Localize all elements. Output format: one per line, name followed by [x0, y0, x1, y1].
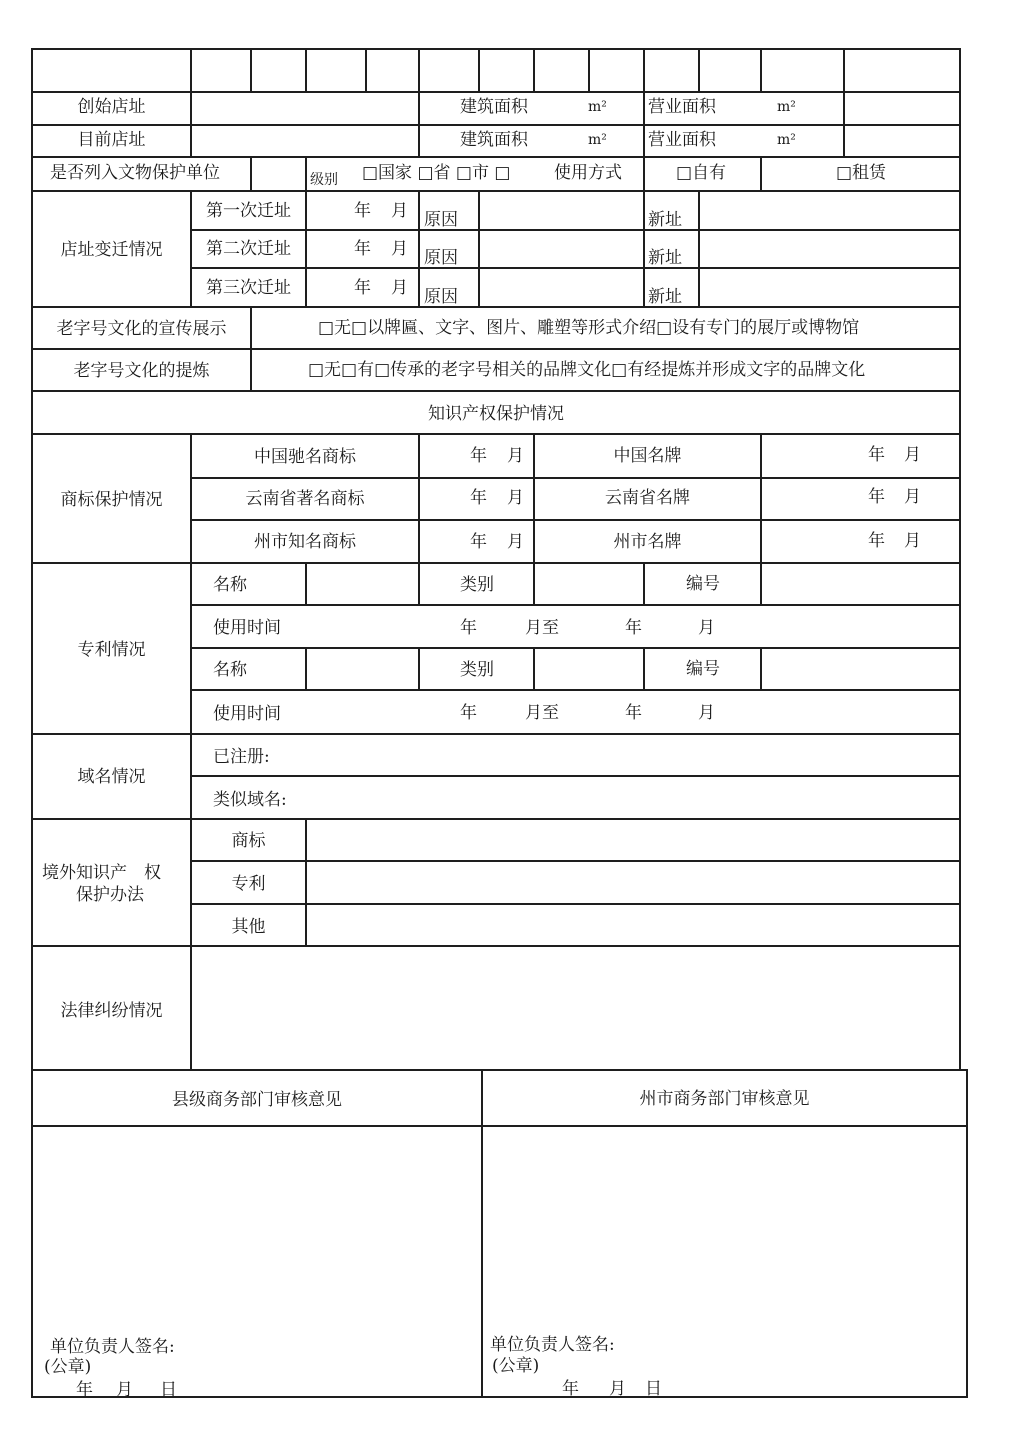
relocation-month: 月	[391, 239, 408, 259]
relocation-new-address-label: 新址	[648, 248, 682, 268]
relocation-reason-label: 原因	[424, 248, 458, 268]
patent-usage-year: 年	[460, 703, 477, 723]
patent-name-label: 名称	[213, 660, 247, 680]
trademark-left-month: 月	[507, 446, 524, 466]
county-sign-label: 单位负责人签名:	[50, 1337, 175, 1357]
patent-usage-time-label: 使用时间	[213, 704, 281, 724]
trademark-left-month: 月	[507, 488, 524, 508]
patent-number-label: 编号	[686, 574, 720, 594]
patent-usage-month-to: 月至	[525, 703, 559, 723]
overseas-ip-label-line1: 境外知识产 权	[42, 863, 161, 883]
patent-number-label: 编号	[686, 659, 720, 679]
trademark-label: 商标保护情况	[60, 490, 163, 510]
original-building-area-unit: m²	[588, 99, 607, 115]
prefecture-review-title: 州市商务部门审核意见	[639, 1089, 810, 1109]
patent-usage-month-to: 月至	[525, 618, 559, 638]
patent-label: 专利情况	[77, 640, 146, 660]
original-building-area-label: 建筑面积	[460, 97, 528, 117]
relocation-month: 月	[391, 201, 408, 221]
patent-category-label: 类别	[460, 575, 494, 595]
trademark-right-month: 月	[904, 531, 921, 551]
heritage-level-options[interactable]: □国家 □省 □市 □	[362, 163, 511, 183]
own-option-checkbox[interactable]: □自有	[676, 163, 727, 183]
patent-usage-end-year: 年	[625, 703, 642, 723]
trademark-left-year: 年	[470, 488, 487, 508]
current-business-area-unit: m²	[777, 132, 796, 148]
relocation-move-label: 第一次迁址	[206, 201, 291, 221]
prefecture-date-month: 月	[609, 1379, 626, 1399]
county-date-year: 年	[76, 1380, 93, 1400]
relocation-year: 年	[354, 278, 371, 298]
culture-extraction-options[interactable]: □无□有□传承的老字号相关的品牌文化□有经提炼并形成文字的品牌文化	[308, 360, 866, 380]
culture-promotion-options[interactable]: □无□以牌匾、文字、图片、雕塑等形式介绍□设有专门的展厅或博物馆	[318, 318, 860, 338]
trademark-left-month: 月	[507, 532, 524, 552]
trademark-left-year: 年	[470, 446, 487, 466]
usage-method-label: 使用方式	[554, 163, 622, 183]
current-building-area-label: 建筑面积	[460, 130, 528, 150]
rent-option-checkbox[interactable]: □租赁	[836, 163, 887, 183]
relocation-new-address-label: 新址	[648, 287, 682, 307]
county-seal-label: (公章)	[44, 1357, 92, 1377]
county-date-day: 日	[160, 1380, 177, 1400]
relocation-move-label: 第三次迁址	[206, 278, 291, 298]
county-review-title: 县级商务部门审核意见	[172, 1090, 342, 1110]
overseas-patent-label: 专利	[231, 874, 266, 894]
trademark-left-label: 中国驰名商标	[254, 447, 356, 467]
trademark-left-year: 年	[470, 532, 487, 552]
overseas-other-label: 其他	[231, 917, 266, 937]
patent-usage-time-label: 使用时间	[213, 618, 281, 638]
trademark-right-month: 月	[904, 445, 921, 465]
legal-dispute-label: 法律纠纷情况	[60, 1001, 163, 1021]
patent-name-label: 名称	[213, 575, 247, 595]
patent-usage-end-year: 年	[625, 618, 642, 638]
patent-usage-year: 年	[460, 618, 477, 638]
relocation-month: 月	[391, 278, 408, 298]
trademark-right-month: 月	[904, 487, 921, 507]
patent-category-label: 类别	[460, 660, 494, 680]
current-address-label: 目前店址	[77, 130, 146, 150]
domain-similar-label: 类似域名:	[213, 790, 287, 810]
culture-promotion-label: 老字号文化的宣传展示	[56, 319, 227, 339]
relocation-label: 店址变迁情况	[60, 240, 163, 260]
patent-usage-end-month: 月	[698, 703, 715, 723]
prefecture-date-year: 年	[562, 1379, 579, 1399]
overseas-trademark-label: 商标	[231, 831, 266, 851]
trademark-right-year: 年	[868, 531, 885, 551]
relocation-move-label: 第二次迁址	[206, 239, 291, 259]
trademark-right-year: 年	[868, 487, 885, 507]
domain-registered-label: 已注册:	[213, 747, 270, 767]
domain-label: 域名情况	[77, 767, 146, 787]
prefecture-seal-label: (公章)	[492, 1356, 540, 1376]
prefecture-sign-label: 单位负责人签名:	[490, 1335, 615, 1355]
relocation-new-address-label: 新址	[648, 210, 682, 230]
relocation-year: 年	[354, 239, 371, 259]
trademark-right-year: 年	[868, 445, 885, 465]
trademark-right-label: 中国名牌	[613, 446, 682, 466]
original-business-area-unit: m²	[777, 99, 796, 115]
trademark-right-label: 云南省名牌	[605, 488, 690, 508]
current-business-area-label: 营业面积	[648, 130, 716, 150]
prefecture-date-day: 日	[645, 1379, 662, 1399]
original-business-area-label: 营业面积	[648, 97, 716, 117]
current-building-area-unit: m²	[588, 132, 607, 148]
heritage-level-label: 级别	[310, 172, 338, 188]
heritage-label: 是否列入文物保护单位	[50, 163, 220, 183]
original-address-label: 创始店址	[77, 97, 146, 117]
overseas-ip-label-line2: 保护办法	[76, 885, 144, 905]
trademark-right-label: 州市名牌	[613, 532, 682, 552]
relocation-year: 年	[354, 201, 371, 221]
county-date-month: 月	[116, 1380, 133, 1400]
trademark-left-label: 云南省著名商标	[245, 489, 365, 509]
trademark-left-label: 州市知名商标	[254, 532, 356, 552]
patent-usage-end-month: 月	[698, 618, 715, 638]
relocation-reason-label: 原因	[424, 210, 458, 230]
ip-section-title: 知识产权保护情况	[428, 404, 564, 424]
relocation-reason-label: 原因	[424, 287, 458, 307]
culture-extraction-label: 老字号文化的提炼	[73, 361, 210, 381]
